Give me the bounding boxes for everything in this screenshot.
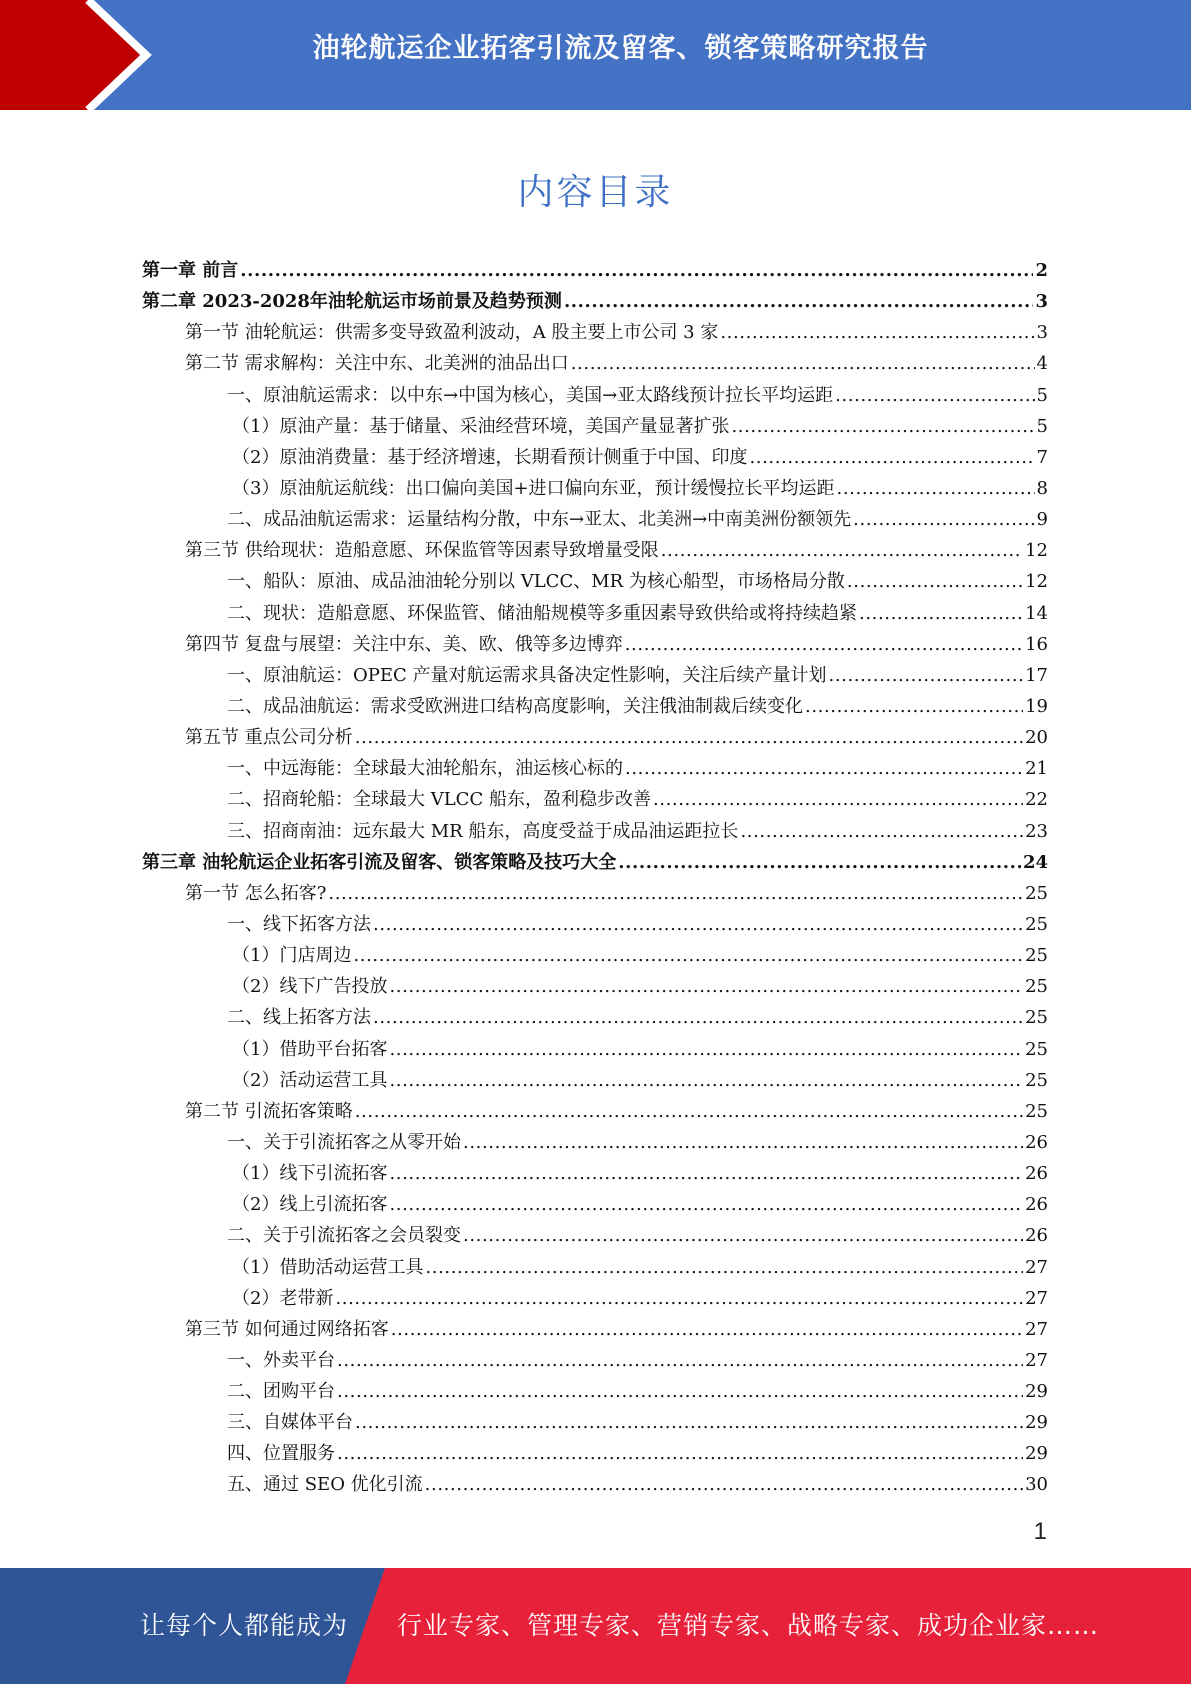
toc-entry[interactable] [142,1096,1048,1127]
toc-entry-title: 一、线下拓客方法 [227,913,371,935]
toc-entry-page: 7 [1036,446,1048,468]
toc-entry-title: 第三节 如何通过网络拓客 [185,1318,389,1340]
toc-entry-page: 25 [1025,913,1048,935]
toc-entry-page: 9 [1036,509,1048,531]
toc-leader-dots [355,1096,1023,1127]
toc-entry-page: 3 [1035,291,1048,313]
toc-entry-page: 19 [1025,695,1048,717]
toc-entry-title: （3）原油航运航线：出口偏向美国+进口偏向东亚，预计缓慢拉长平均运距 [232,477,835,499]
toc-entry-page: 29 [1025,1412,1048,1434]
toc-entry[interactable] [142,753,1048,784]
toc-leader-dots [389,1189,1023,1220]
toc-entry-page: 25 [1025,1100,1048,1122]
toc-entry-title: 一、原油航运需求：以中东→中国为核心，美国→亚太路线预计拉长平均运距 [227,384,834,406]
toc-entry-title: （1）借助平台拓客 [232,1038,388,1060]
toc-entry[interactable] [142,1438,1048,1469]
toc-entry[interactable] [142,1034,1048,1065]
toc-leader-dots [353,940,1023,971]
toc-entry-title: 一、船队：原油、成品油油轮分别以 VLCC、MR 为核心船型，市场格局分散 [227,571,845,593]
toc-leader-dots [337,1376,1023,1407]
toc-entry[interactable] [142,473,1048,504]
toc-entry[interactable] [142,1127,1048,1158]
toc-leader-dots [859,598,1023,629]
toc-leader-dots [373,1002,1023,1033]
toc-leader-dots [720,317,1034,348]
toc-leader-dots [835,380,1034,411]
toc-entry-title: 第三节 供给现状：造船意愿、环保监管等因素导致增量受限 [185,540,659,562]
toc-leader-dots [337,1438,1023,1469]
toc-entry[interactable] [142,940,1048,971]
table-of-contents [142,255,1048,1501]
toc-entry-title: 五、通过 SEO 优化引流 [227,1474,423,1496]
toc-entry[interactable] [142,535,1048,566]
toc-entry[interactable] [142,286,1048,317]
page-footer [0,1568,1191,1684]
toc-entry-page: 21 [1025,758,1048,780]
toc-entry-title: 二、团购平台 [227,1381,335,1403]
toc-leader-dots [328,878,1023,909]
toc-leader-dots [653,784,1023,815]
toc-entry[interactable] [142,1252,1048,1283]
toc-entry-title: （1）门店周边 [232,945,352,967]
toc-entry-title: 二、招商轮船：全球最大 VLCC 船东，盈利稳步改善 [227,789,651,811]
toc-entry[interactable] [142,1283,1048,1314]
toc-entry[interactable] [142,380,1048,411]
toc-entry-page: 2 [1035,260,1048,281]
toc-entry[interactable] [142,847,1048,878]
footer-slogan-right: 行业专家、管理专家、营销专家、战略专家、成功企业家…… [397,1611,1100,1640]
toc-entry[interactable] [142,629,1048,660]
toc-entry-title: 第一章 前言 [142,260,239,281]
toc-leader-dots [463,1127,1023,1158]
toc-entry-page: 29 [1025,1381,1048,1403]
toc-entry-page: 30 [1025,1474,1048,1496]
toc-leader-dots [355,1407,1023,1438]
toc-entry[interactable] [142,1314,1048,1345]
toc-entry-page: 14 [1025,602,1048,624]
toc-entry-page: 5 [1036,415,1048,437]
toc-entry-page: 27 [1025,1349,1048,1371]
toc-entry-title: 第一节 油轮航运：供需多变导致盈利波动，A 股主要上市公司 3 家 [185,322,719,344]
toc-leader-dots [425,1252,1023,1283]
toc-entry[interactable] [142,1189,1048,1220]
toc-entry-title: 第四节 复盘与展望：关注中东、美、欧、俄等多边博弈 [185,633,623,655]
toc-entry[interactable] [142,411,1048,442]
toc-leader-dots [240,255,1033,286]
toc-entry-title: 二、成品油航运需求：运量结构分散，中东→亚太、北美洲→中南美洲份额领先 [227,509,852,531]
toc-entry-title: 二、关于引流拓客之会员裂变 [227,1225,461,1247]
toc-entry-page: 12 [1025,540,1048,562]
toc-entry[interactable] [142,1158,1048,1189]
toc-entry[interactable] [142,442,1048,473]
toc-entry-page: 12 [1025,571,1048,593]
toc-entry-title: 三、自媒体平台 [227,1412,353,1434]
toc-entry[interactable] [142,566,1048,597]
toc-title: 内容目录 [517,172,674,213]
toc-leader-dots [389,1034,1023,1065]
toc-entry[interactable] [142,660,1048,691]
toc-leader-dots [731,411,1034,442]
toc-entry[interactable] [142,1345,1048,1376]
toc-entry-page: 4 [1036,353,1048,375]
toc-leader-dots [373,909,1023,940]
toc-entry-title: 二、成品油航运：需求受欧洲进口结构高度影响，关注俄油制裁后续变化 [227,695,803,717]
toc-entry-page: 23 [1025,820,1048,842]
toc-entry-title: 第二章 2023-2028年油轮航运市场前景及趋势预测 [142,291,562,313]
toc-entry-page: 20 [1025,727,1048,749]
toc-entry-page: 27 [1025,1318,1048,1340]
toc-entry-title: （2）活动运营工具 [232,1069,388,1091]
toc-entry[interactable] [142,598,1048,629]
toc-leader-dots [337,1345,1023,1376]
toc-entry-title: （1）原油产量：基于储量、采油经营环境，美国产量显著扩张 [232,415,730,437]
toc-entry[interactable] [142,909,1048,940]
toc-entry[interactable] [142,1376,1048,1407]
toc-entry[interactable] [142,348,1048,379]
toc-leader-dots [389,971,1023,1002]
toc-entry-title: （2）线上引流拓客 [232,1194,388,1216]
toc-entry-page: 25 [1025,1069,1048,1091]
toc-leader-dots [749,442,1034,473]
toc-entry[interactable] [142,1220,1048,1251]
toc-leader-dots [571,348,1035,379]
toc-entry[interactable] [142,504,1048,535]
toc-leader-dots [853,504,1034,535]
toc-leader-dots [355,722,1023,753]
toc-entry-title: 一、中远海能：全球最大油轮船东，油运核心标的 [227,758,623,780]
toc-entry-title: 第二节 需求解构：关注中东、北美洲的油品出口 [185,353,569,375]
toc-entry[interactable] [142,1407,1048,1438]
toc-entry[interactable] [142,317,1048,348]
toc-entry-title: 一、外卖平台 [227,1349,335,1371]
toc-entry[interactable] [142,722,1048,753]
toc-leader-dots [564,286,1034,317]
toc-entry-page: 22 [1025,789,1048,811]
toc-leader-dots [805,691,1023,722]
toc-entry-page: 27 [1025,1256,1048,1278]
toc-entry[interactable] [142,1065,1048,1096]
toc-entry-title: 第二节 引流拓客策略 [185,1100,353,1122]
toc-entry-title: （1）线下引流拓客 [232,1163,388,1185]
toc-leader-dots [618,847,1021,878]
toc-entry-page: 25 [1025,1038,1048,1060]
toc-leader-dots [740,816,1023,847]
toc-entry-title: 三、招商南油：远东最大 MR 船东，高度受益于成品油运距拉长 [227,820,739,842]
toc-entry-page: 25 [1025,1007,1048,1029]
toc-entry[interactable] [142,1002,1048,1033]
toc-entry-page: 27 [1025,1287,1048,1309]
toc-entry-title: （2）老带新 [232,1287,334,1309]
toc-entry[interactable] [142,784,1048,815]
toc-entry-page: 26 [1025,1225,1048,1247]
toc-entry-title: 第一节 怎么拓客? [185,882,327,904]
toc-entry[interactable] [142,971,1048,1002]
toc-entry-page: 24 [1022,851,1048,873]
toc-entry-page: 26 [1025,1163,1048,1185]
toc-entry-title: 一、关于引流拓客之从零开始 [227,1131,461,1153]
toc-leader-dots [389,1158,1023,1189]
toc-leader-dots [425,1469,1023,1500]
toc-entry-title: 一、原油航运：OPEC 产量对航运需求具备决定性影响，关注后续产量计划 [227,664,827,686]
toc-entry-title: （2）原油消费量：基于经济增速，长期看预计侧重于中国、印度 [232,446,748,468]
toc-entry[interactable] [142,255,1048,286]
toc-leader-dots [335,1283,1023,1314]
toc-entry-page: 26 [1025,1131,1048,1153]
toc-entry-title: （2）线下广告投放 [232,976,388,998]
header-title: 油轮航运企业拓客引流及留客、锁客策略研究报告 [312,33,929,64]
toc-entry-page: 16 [1025,633,1048,655]
toc-entry-title: （1）借助活动运营工具 [232,1256,424,1278]
toc-entry-title: 四、位置服务 [227,1443,335,1465]
page-number: 1 [1033,1518,1047,1545]
toc-entry-page: 25 [1025,945,1048,967]
toc-leader-dots [661,535,1023,566]
toc-entry-title: 第五节 重点公司分析 [185,727,353,749]
toc-entry[interactable] [142,816,1048,847]
toc-entry-page: 25 [1025,882,1048,904]
toc-leader-dots [625,629,1023,660]
toc-entry-page: 5 [1036,384,1048,406]
toc-entry-title: 二、现状：造船意愿、环保监管、储油船规模等多重因素导致供给或将持续趋紧 [227,602,857,624]
toc-entry-page: 25 [1025,976,1048,998]
toc-entry[interactable] [142,878,1048,909]
toc-entry[interactable] [142,1469,1048,1500]
footer-slogan-left: 让每个人都能成为 [140,1611,349,1640]
toc-entry-page: 17 [1025,664,1048,686]
toc-entry-page: 3 [1036,322,1048,344]
toc-entry-title: 二、线上拓客方法 [227,1007,371,1029]
toc-leader-dots [391,1314,1023,1345]
toc-leader-dots [463,1220,1023,1251]
toc-leader-dots [389,1065,1023,1096]
toc-entry-page: 26 [1025,1194,1048,1216]
toc-entry-page: 8 [1036,477,1048,499]
toc-leader-dots [625,753,1023,784]
toc-leader-dots [837,473,1035,504]
toc-leader-dots [847,566,1023,597]
page-header [0,0,1191,110]
toc-leader-dots [829,660,1024,691]
toc-entry-title: 第三章 油轮航运企业拓客引流及留客、锁客策略及技巧大全 [142,851,617,873]
toc-entry-page: 29 [1025,1443,1048,1465]
toc-entry[interactable] [142,691,1048,722]
